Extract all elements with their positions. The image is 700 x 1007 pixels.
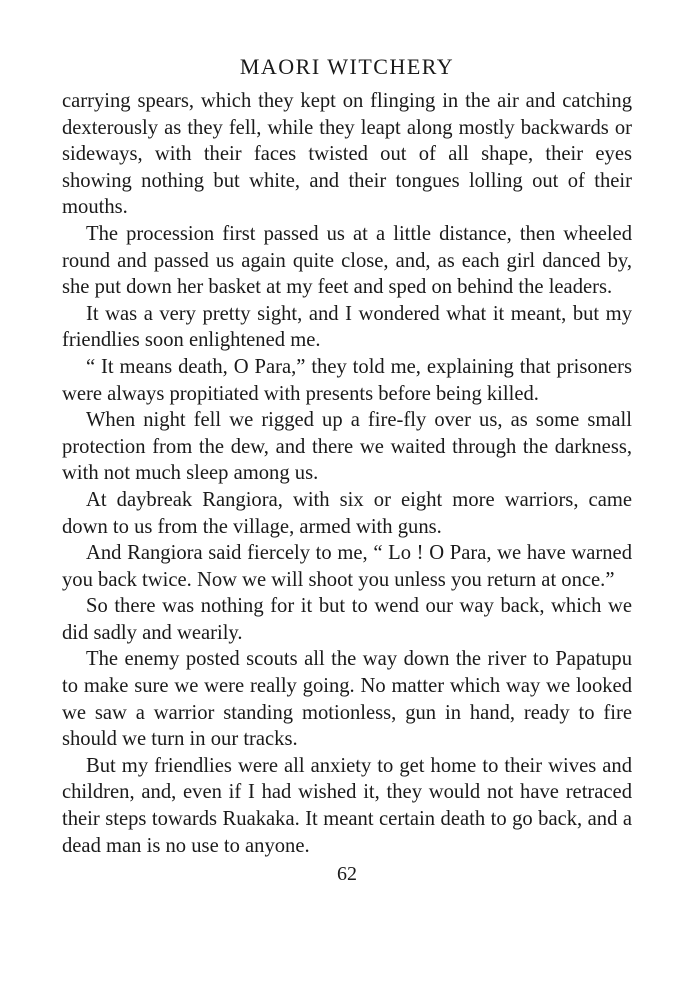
- paragraph: At daybreak Rangiora, with six or eight more warriors, came down to us from the village, armed with guns.: [62, 488, 632, 538]
- paragraph: But my friendlies were all anxiety to get home to their wives and children, and, even if I had wished it, they would not have retraced their steps towards Ruakaka. It meant certain death to go back, and a dead man is no use to anyone.: [62, 754, 632, 857]
- paragraph: When night fell we rigged up a fire-fly over us, as some small protection from the dew, and there we waited through the darkness, with not much sleep among us.: [62, 409, 632, 485]
- paragraph-continued: carrying spears, which they kept on flinging in the air and catching dexterously as they fell, while they leapt along mostly backwards or sideways, with their faces twisted out of all shape, their eyes showing nothing but white, and their tongues lolling out of their mouths.: [62, 90, 632, 219]
- paragraph: So there was nothing for it but to wend our way back, which we did sadly and wearily.: [62, 595, 632, 644]
- running-title: MAORI WITCHERY: [239, 54, 455, 79]
- paragraph: “ It means death, O Para,” they told me, explaining that prisoners were always propitiated with presents before being killed.: [62, 355, 632, 405]
- paragraph: And Rangiora said fiercely to me, “ Lo ! O Para, we have warned you back twice. Now we will shoot you unless you return at once.”: [62, 542, 632, 591]
- page-number: 62: [337, 863, 357, 886]
- paragraph: It was a very pretty sight, and I wondered what it meant, but my friendlies soon enlightened me.: [62, 302, 632, 352]
- body-text: [62, 88, 632, 859]
- paragraph: The enemy posted scouts all the way down the river to Papatupu to make sure we were really going. No matter which way we looked we saw a warrior standing motionless, gun in hand, ready to fire should we turn in our tracks.: [62, 648, 632, 751]
- book-page: [62, 52, 632, 887]
- paragraph: The procession first passed us at a little distance, then wheeled round and passed us again quite close, and, as each girl danced by, she put down her basket at my feet and sped on behind the leaders.: [62, 222, 632, 299]
